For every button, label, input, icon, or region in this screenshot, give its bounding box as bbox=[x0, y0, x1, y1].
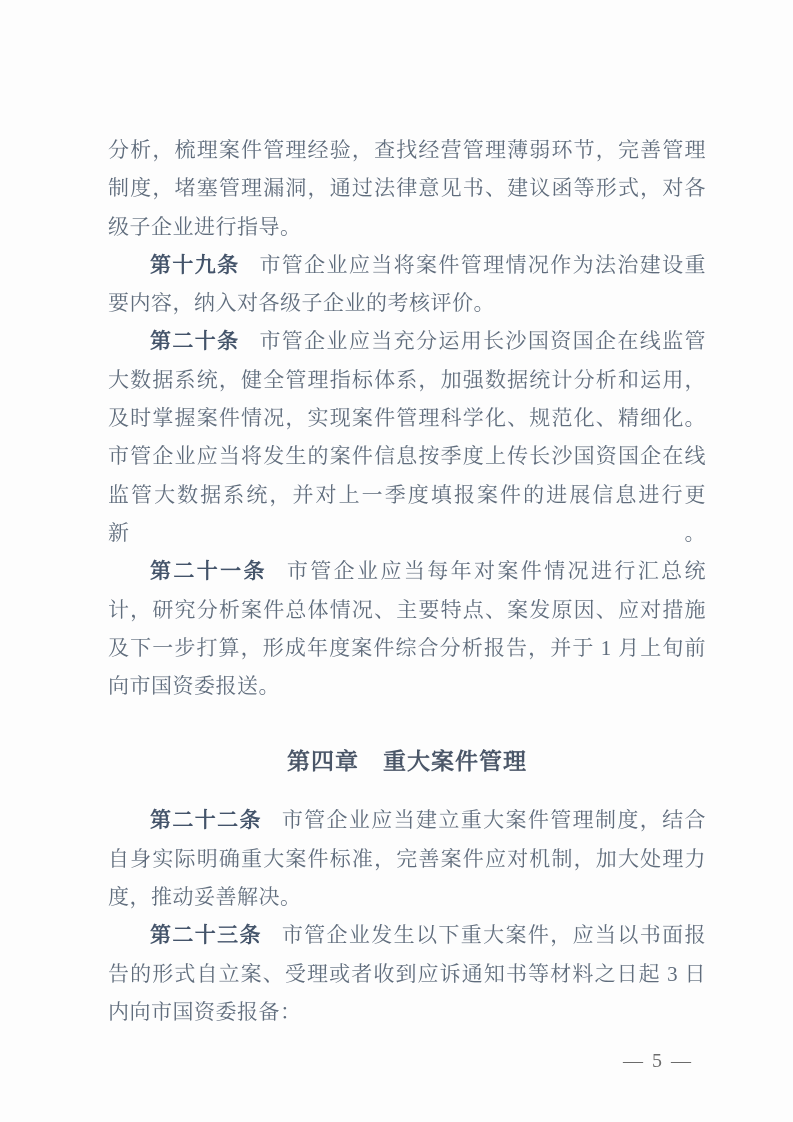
article-number: 第二十二条 bbox=[150, 808, 262, 833]
text-line: 分析，梳理案件管理经验，查找经营管理薄弱环节，完善管理 bbox=[108, 138, 706, 162]
chapter-heading: 第四章 重大案件管理 bbox=[287, 749, 527, 775]
article-number: 第二十条 bbox=[150, 329, 240, 354]
text-line: 级子企业进行指导。 bbox=[108, 214, 302, 239]
text-line: 第二十一条 市管企业应当每年对案件情况进行汇总统 bbox=[150, 559, 707, 584]
text-line: 度，推动妥善解决。 bbox=[108, 885, 302, 910]
text-line: 自身实际明确重大案件标准，完善案件应对机制，加大处理力 bbox=[108, 846, 706, 871]
document-body bbox=[108, 131, 706, 1031]
text-line: 及下一步打算，形成年度案件综合分析报告，并于 1 月上旬前 bbox=[108, 635, 706, 660]
text-line: 计，研究分析案件总体情况、主要特点、案发原因、应对措施 bbox=[108, 597, 706, 622]
text-line: 市管企业应当将发生的案件信息按季度上传长沙国资国企在线 bbox=[108, 444, 706, 469]
text-line: 告的形式自立案、受理或者收到应诉通知书等材料之日起 3 日 bbox=[108, 961, 706, 986]
text-line: 监管大数据系统，并对上一季度填报案件的进展信息进行更新。 bbox=[108, 482, 706, 545]
text-line: 大数据系统，健全管理指标体系，加强数据统计分析和运用， bbox=[108, 367, 706, 392]
text-line: 第二十三条 市管企业发生以下重大案件，应当以书面报 bbox=[150, 923, 707, 948]
text-line: 内向市国资委报备： bbox=[108, 999, 302, 1024]
text-line: 第二十二条 市管企业应当建立重大案件管理制度，结合 bbox=[150, 808, 707, 833]
page-number: — 5 — bbox=[623, 1050, 693, 1072]
text-line: 第二十条 市管企业应当充分运用长沙国资国企在线监管 bbox=[150, 329, 707, 354]
text-line: 制度，堵塞管理漏洞，通过法律意见书、建议函等形式，对各 bbox=[108, 176, 706, 201]
article-number: 第二十一条 bbox=[150, 559, 267, 584]
text-line: 第十九条 市管企业应当将案件管理情况作为法治建设重 bbox=[150, 252, 707, 277]
text-line: 要内容，纳入对各级子企业的考核评价。 bbox=[108, 291, 495, 316]
text-line: 及时掌握案件情况，实现案件管理科学化、规范化、精细化。 bbox=[108, 406, 706, 431]
article-number: 第二十三条 bbox=[150, 923, 262, 948]
article-number: 第十九条 bbox=[150, 252, 240, 277]
text-line: 向市国资委报送。 bbox=[108, 674, 280, 699]
